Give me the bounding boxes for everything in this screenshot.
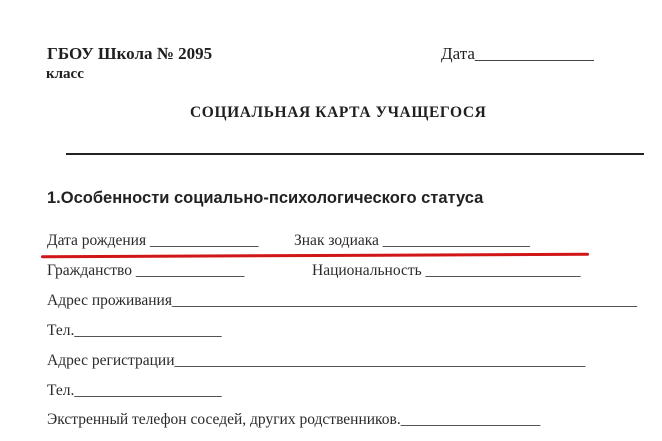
birth-date-field: Дата рождения ______________ (47, 232, 259, 249)
emergency-phone-field: Экстренный телефон соседей, других родственников.__________________ (47, 411, 541, 428)
address-registration-field: Адрес регистрации_____________________________________________________ (47, 352, 586, 369)
date-field: Дата______________ (441, 44, 594, 63)
section-heading: 1.Особенности социально-психологического статуса (47, 189, 484, 207)
document-title: СОЦИАЛЬНАЯ КАРТА УЧАЩЕГОСЯ (190, 104, 487, 121)
nationality-field: Национальность ____________________ (312, 262, 581, 279)
address-residence-field: Адрес проживания____________________________________________________________ (47, 292, 637, 309)
school-name: ГБОУ Школа № 2095 (47, 44, 213, 63)
class-label: класс (46, 66, 84, 82)
phone-field-1: Тел.___________________ (47, 322, 222, 339)
phone-field-2: Тел.___________________ (47, 382, 222, 399)
zodiac-field: Знак зодиака ___________________ (294, 232, 531, 249)
red-highlight-line (41, 253, 589, 258)
citizenship-field: Гражданство ______________ (47, 262, 245, 279)
title-divider (66, 153, 644, 155)
